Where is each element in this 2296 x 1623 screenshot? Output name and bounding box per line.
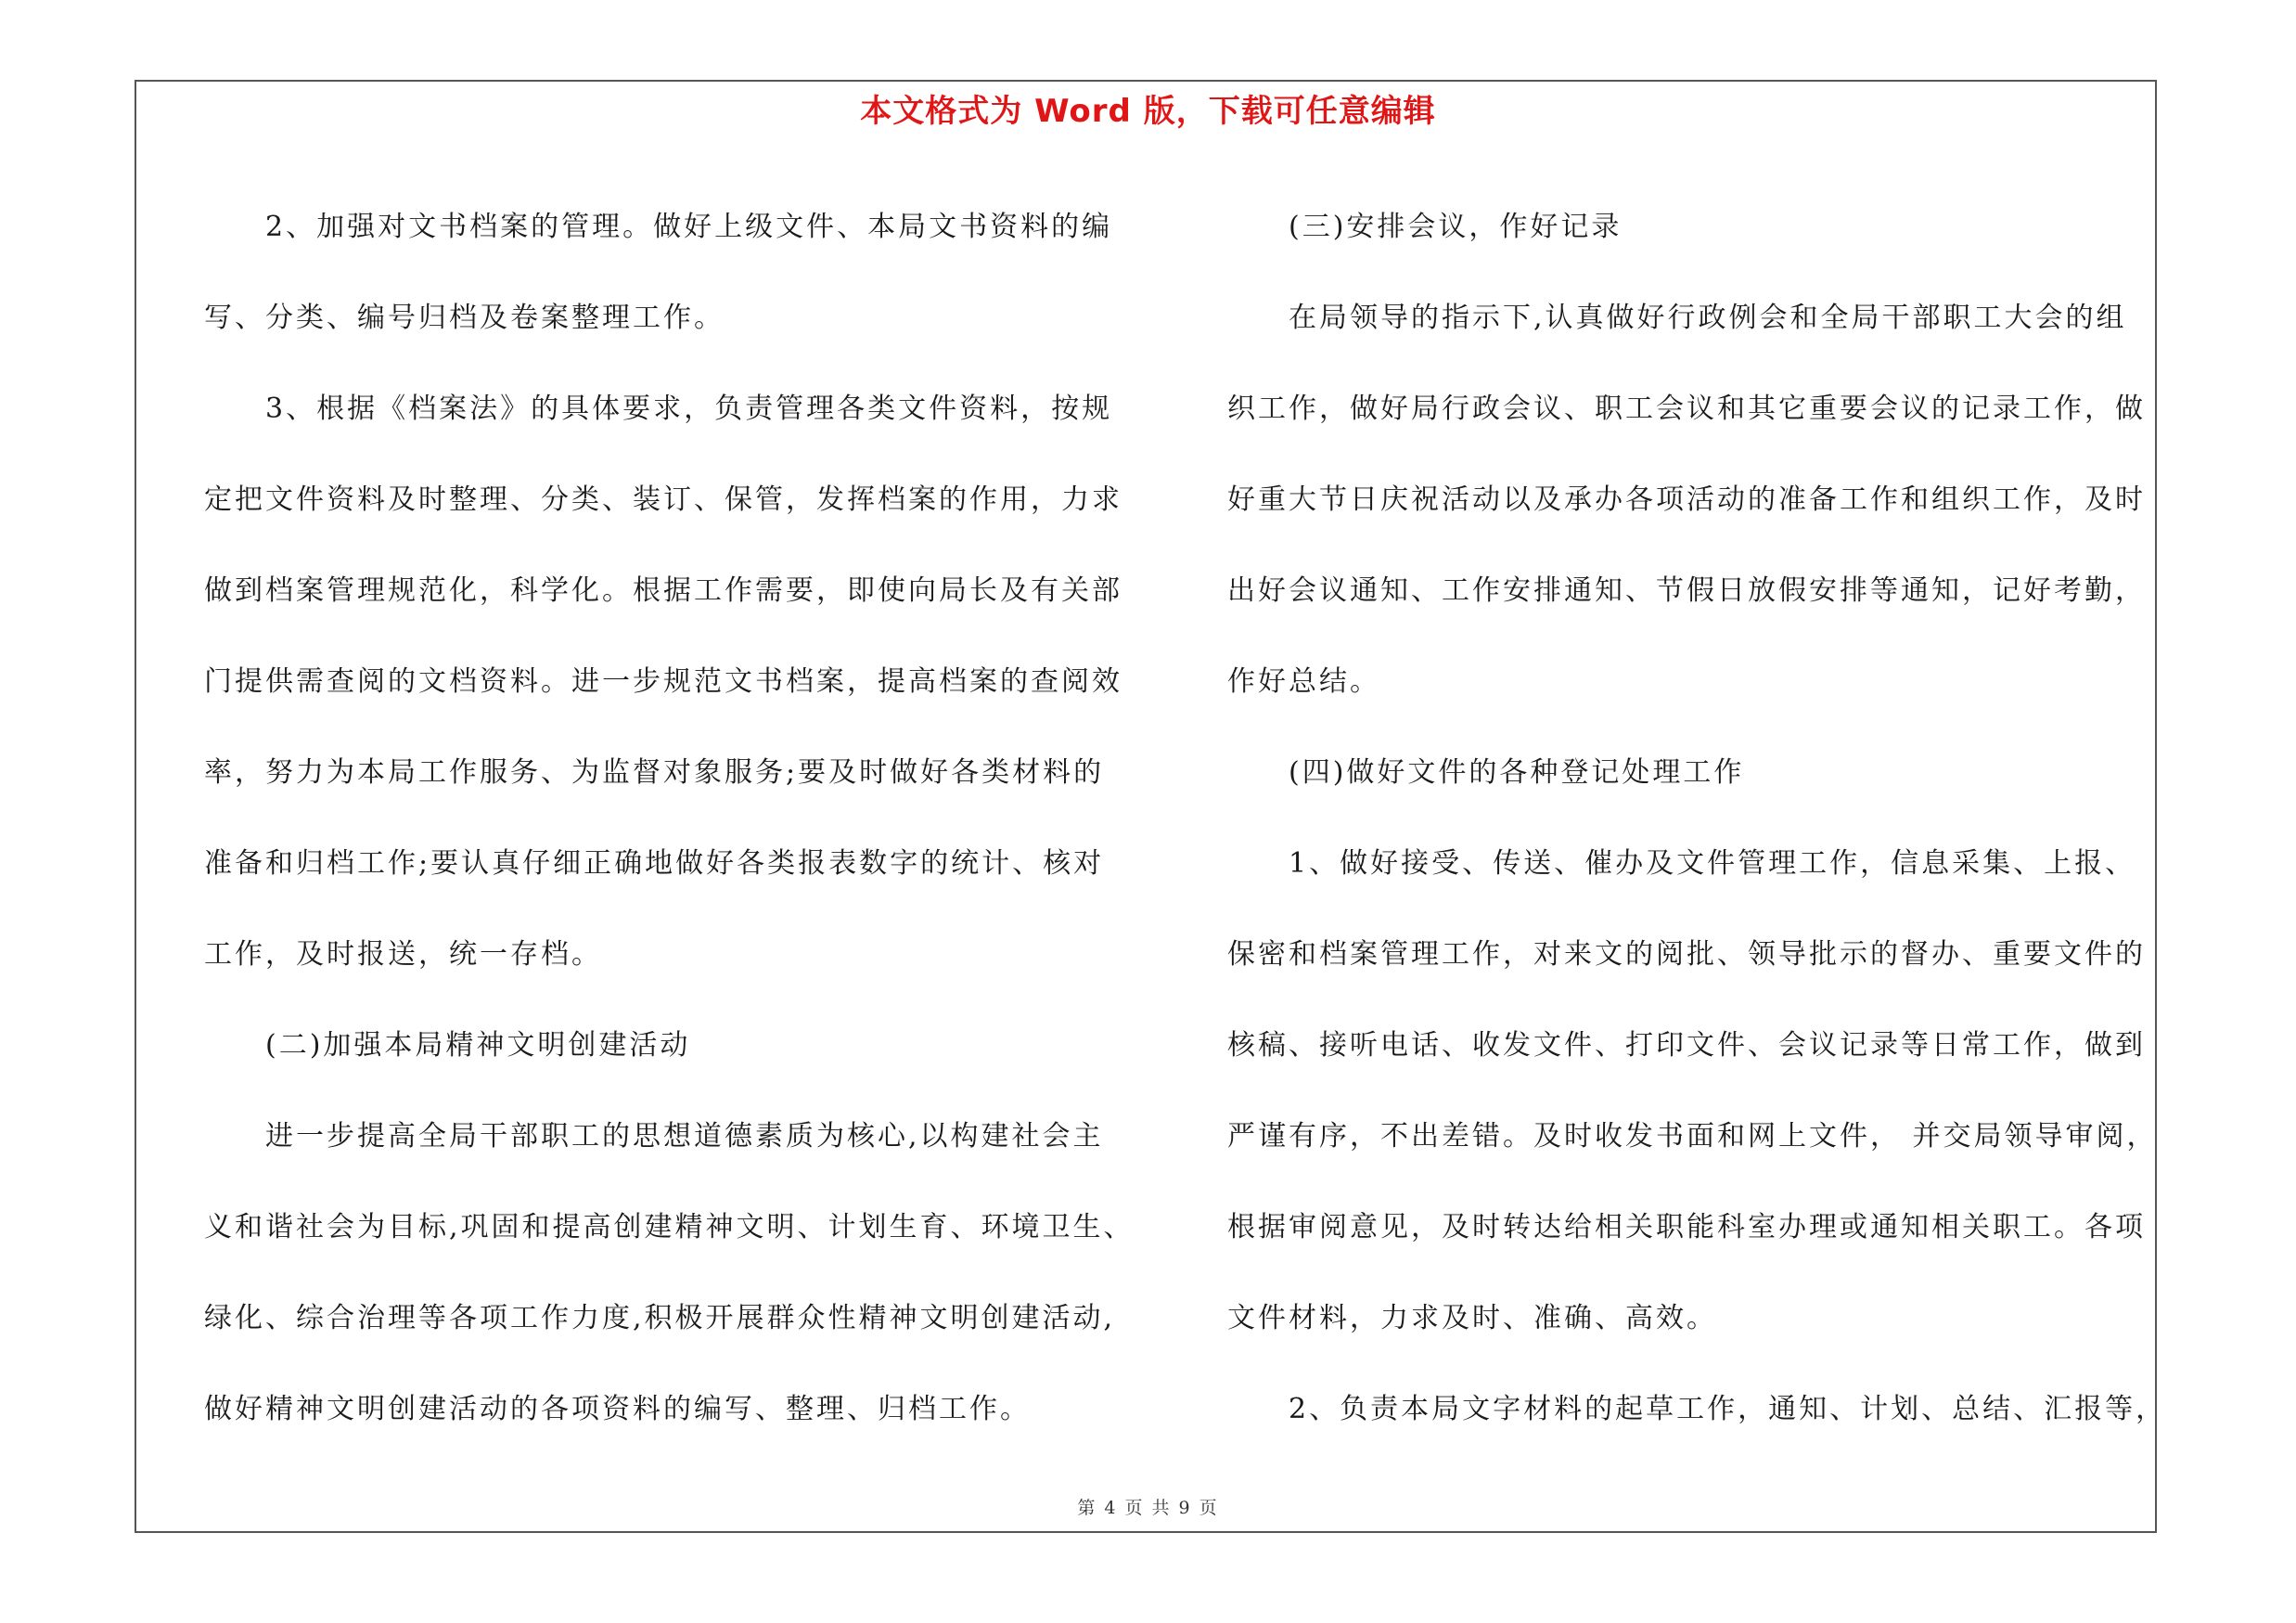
text-line: 工作，及时报送，统一存档。 xyxy=(204,938,602,971)
text-line: 好重大节日庆祝活动以及承办各项活动的准备工作和组织工作，及时 xyxy=(1227,483,2146,516)
text-line: 文件材料，力求及时、准确、高效。 xyxy=(1227,1302,1717,1334)
text-line: 2、加强对文书档案的管理。做好上级文件、本局文书资料的编 xyxy=(204,211,1113,243)
text-line: 2、负责本局文字材料的起草工作，通知、计划、总结、汇报等， xyxy=(1227,1393,2167,1425)
text-line: 写、分类、编号归档及卷案整理工作。 xyxy=(204,302,725,334)
text-line: 出好会议通知、工作安排通知、节假日放假安排等通知，记好考勤， xyxy=(1227,574,2146,607)
right-column xyxy=(1227,182,2174,1455)
section-heading: (三)安排会议，作好记录 xyxy=(1227,211,1623,243)
text-line: 做到档案管理规范化，科学化。根据工作需要，即使向局长及有关部 xyxy=(204,574,1122,607)
text-line: 3、根据《档案法》的具体要求，负责管理各类文件资料，按规 xyxy=(204,393,1113,425)
text-line: 严谨有序，不出差错。及时收发书面和网上文件， 并交局领导审阅， xyxy=(1227,1120,2158,1153)
text-line: 做好精神文明创建活动的各项资料的编写、整理、归档工作。 xyxy=(204,1393,1031,1425)
text-line: 织工作，做好局行政会议、职工会议和其它重要会议的记录工作，做 xyxy=(1227,393,2146,425)
page-number-footer: 第 4 页 共 9 页 xyxy=(1077,1498,1219,1518)
text-line: 保密和档案管理工作，对来文的阅批、领导批示的督办、重要文件的 xyxy=(1227,938,2146,971)
text-line: 在局领导的指示下,认真做好行政例会和全局干部职工大会的组 xyxy=(1227,302,2127,334)
section-heading: (四)做好文件的各种登记处理工作 xyxy=(1227,756,1745,789)
text-line: 进一步提高全局干部职工的思想道德素质为核心,以构建社会主 xyxy=(204,1120,1104,1153)
text-line: 定把文件资料及时整理、分类、装订、保管，发挥档案的作用，力求 xyxy=(204,483,1122,516)
text-line: 1、做好接受、传送、催办及文件管理工作，信息采集、上报、 xyxy=(1227,847,2136,880)
text-line: 绿化、综合治理等各项工作力度,积极开展群众性精神文明创建活动, xyxy=(204,1302,1116,1334)
text-line: 率，努力为本局工作服务、为监督对象服务;要及时做好各类材料的 xyxy=(204,756,1105,789)
text-line: 根据审阅意见，及时转达给相关职能科室办理或通知相关职工。各项 xyxy=(1227,1211,2146,1243)
text-line: 作好总结。 xyxy=(1227,665,1380,698)
section-heading: (二)加强本局精神文明创建活动 xyxy=(204,1029,691,1062)
text-line: 义和谐社会为目标,巩固和提高创建精神文明、计划生育、环境卫生、 xyxy=(204,1211,1135,1243)
left-column xyxy=(204,182,1135,1455)
format-notice-banner: 本文格式为 Word 版，下载可任意编辑 xyxy=(860,93,1436,130)
text-line: 核稿、接听电话、收发文件、打印文件、会议记录等日常工作，做到 xyxy=(1227,1029,2146,1062)
text-line: 准备和归档工作;要认真仔细正确地做好各类报表数字的统计、核对 xyxy=(204,847,1105,880)
text-line: 门提供需查阅的文档资料。进一步规范文书档案，提高档案的查阅效 xyxy=(204,665,1122,698)
